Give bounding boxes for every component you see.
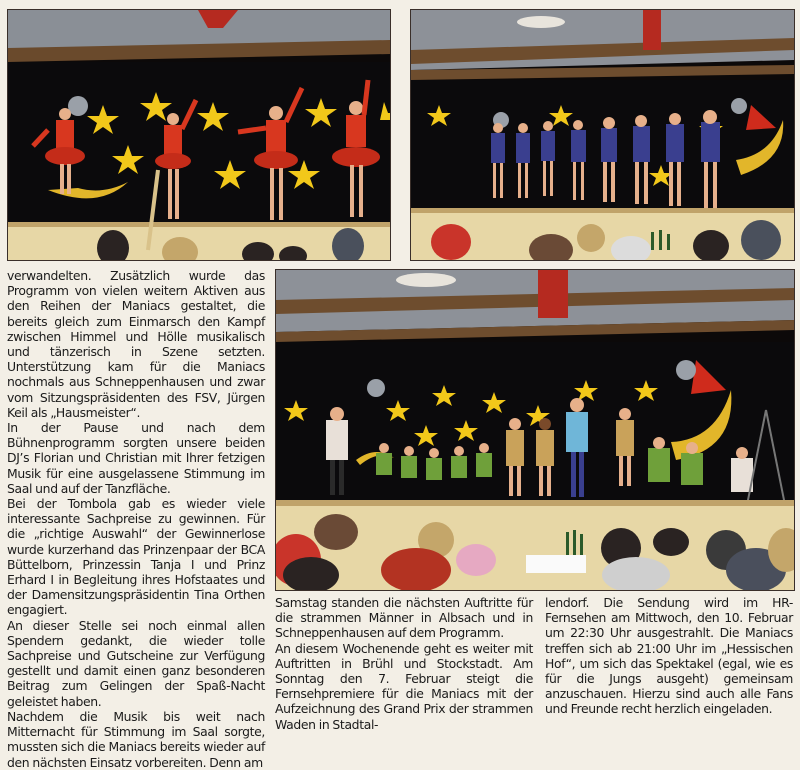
article-column-right [545, 595, 793, 717]
photo-stage-groups-image [276, 270, 794, 590]
paragraph: verwandelten. Zusätzlich wurde das Programm von vielen weitern Aktiven aus den Reihen der Maniacs gestaltet, die bereits gleich zum Einmarsch den Kampf zwischen Himmel und Hölle musikalisch und tänzerisch in Szene setzten. Unterstützung kam für die Maniacs nochmals aus Schneppenhausen und zwar vom Sitzungspräsidenten des FSV, Jürgen Keil als „Hausmeister“. [7, 268, 265, 420]
photo-stage-groups [275, 269, 795, 591]
photo-dancers-blue-image [411, 10, 794, 260]
paragraph: An dieser Stelle sei noch einmal allen Spendern gedankt, die wieder tolle Sachpreise und Gutscheine zur Verfügung gestellt und damit einen ganz besonderen Beitrag zum Gelingen der Spaß-Nacht geleistet haben. [7, 617, 265, 709]
photo-dancers-red-image [8, 10, 390, 260]
photo-dancers-red [7, 9, 391, 261]
paragraph: lendorf. Die Sendung wird im HR-Fernsehen am Mittwoch, den 10. Februar um 22:30 Uhr ausgestrahlt. Die Maniacs treffen sich ab 21:00 Uhr im „Hessischen Hof“, um sich das Spektakel (egal, wie es für die Jungs ausgeht) gemeinsam anzuschauen. Hierzu sind auch alle Fans und Freunde recht herzlich eingeladen. [545, 595, 793, 717]
paragraph: Samstag standen die nächsten Auftritte für die strammen Männer in Albsach und in Schneppenhausen auf dem Programm. [275, 595, 533, 641]
paragraph: An diesem Wochenende geht es weiter mit Auftritten in Brühl und Stockstadt. Am Sonntag den 7. Februar steigt die Fernsehpremiere für die Maniacs mit der Aufzeichnung des Grand Prix der strammen Waden in Stadtal- [275, 640, 533, 732]
paragraph: In der Pause und nach dem Bühnenprogramm sorgten unsere beiden DJ’s Florian und Christian mit Ihrer fetzigen Musik für eine ausgelassene Stimmung im Saal und auf der Tanzfläche. [7, 420, 265, 496]
paragraph: Nachdem die Musik bis weit nach Mitternacht für Stimmung im Saal sorgte, mussten sich die Maniacs bereits wieder auf den nächsten Einsatz vorbereiten. Denn am [7, 708, 265, 770]
article-column-middle [275, 595, 533, 732]
photo-dancers-blue [410, 9, 795, 261]
paragraph: Bei der Tombola gab es wieder viele interessante Sachpreise zu gewinnen. Für die „richtige Auswahl“ der Gewinnerlose wurde kurzerhand das Prinzenpaar der BCA Büttelborn, Prinzessin Tanja I und Prinz Erhard I in Begleitung ihres Hofstaates und der Damensitzungspräsidentin Tina Orthen engagiert. [7, 496, 265, 618]
article-column-left [7, 268, 265, 770]
